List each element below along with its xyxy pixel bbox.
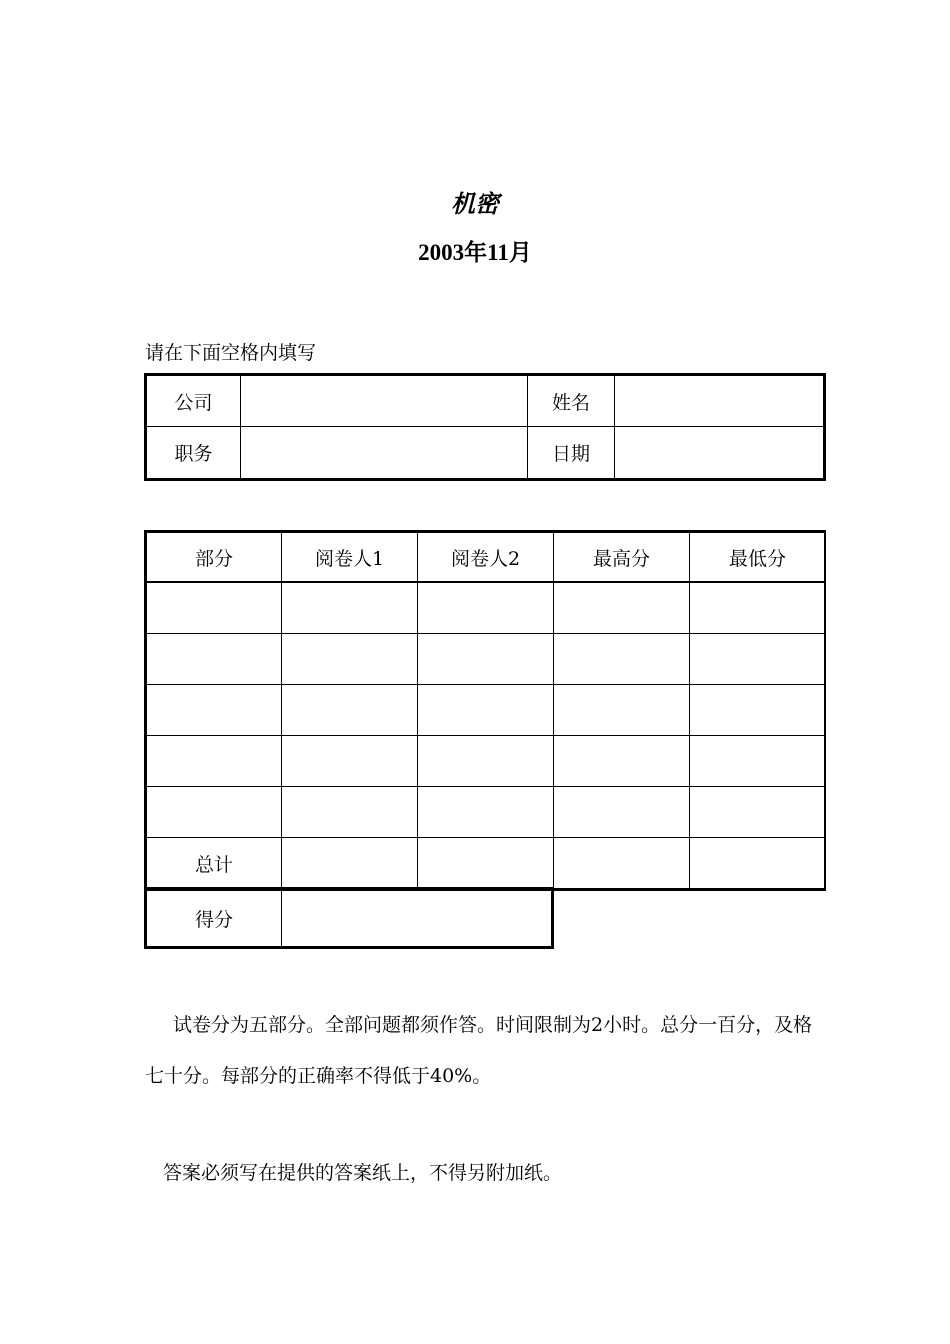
score-cell[interactable]: [554, 787, 690, 838]
table-row: [146, 736, 826, 787]
final-score-row: [146, 889, 552, 947]
total-cell[interactable]: [418, 838, 554, 889]
company-label: 公司: [146, 375, 241, 427]
position-field[interactable]: [241, 427, 528, 479]
score-cell[interactable]: [418, 787, 554, 838]
name-field[interactable]: [615, 375, 824, 427]
score-cell[interactable]: [282, 787, 418, 838]
score-cell[interactable]: [418, 736, 554, 787]
total-cell[interactable]: [690, 838, 826, 889]
total-cell[interactable]: [282, 838, 418, 889]
score-cell[interactable]: [690, 583, 826, 634]
score-cell[interactable]: [418, 685, 554, 736]
score-header-row: [146, 532, 826, 583]
total-cell[interactable]: [554, 838, 690, 889]
table-row: [146, 583, 826, 634]
info-table: [144, 373, 826, 481]
column-header-max-score: 最高分: [554, 532, 690, 583]
score-cell[interactable]: [146, 583, 282, 634]
answer-sheet-paragraph: 答案必须写在提供的答案纸上，不得另附加纸。: [163, 1162, 563, 1184]
score-cell[interactable]: [554, 685, 690, 736]
total-row: [146, 838, 826, 889]
score-cell[interactable]: [282, 736, 418, 787]
table-row: [146, 685, 826, 736]
final-score-label: 得分: [146, 889, 282, 947]
column-header-grader-1: 阅卷人1: [282, 532, 418, 583]
table-row: [146, 634, 826, 685]
date-label: 日期: [528, 427, 615, 479]
score-table: [144, 530, 826, 891]
info-row-1: [146, 375, 824, 427]
score-cell[interactable]: [282, 685, 418, 736]
column-header-section: 部分: [146, 532, 282, 583]
final-score-field[interactable]: [282, 889, 552, 947]
exam-rules-paragraph: 试卷分为五部分。全部问题都须作答。时间限制为2小时。总分一百分，及格七十分。每部分的正确率不得低于40%。: [145, 1014, 813, 1087]
position-label: 职务: [146, 427, 241, 479]
fill-instruction: 请在下面空格内填写: [145, 342, 317, 364]
score-cell[interactable]: [690, 736, 826, 787]
info-row-2: [146, 427, 824, 479]
score-cell[interactable]: [146, 736, 282, 787]
score-cell[interactable]: [146, 634, 282, 685]
score-cell[interactable]: [282, 583, 418, 634]
total-label: 总计: [146, 838, 282, 889]
confidential-title: 机密: [451, 189, 499, 218]
company-field[interactable]: [241, 375, 528, 427]
score-cell[interactable]: [690, 787, 826, 838]
score-cell[interactable]: [418, 583, 554, 634]
score-cell[interactable]: [554, 583, 690, 634]
final-score-table: [144, 887, 554, 949]
score-cell[interactable]: [146, 685, 282, 736]
score-cell[interactable]: [690, 634, 826, 685]
column-header-grader-2: 阅卷人2: [418, 532, 554, 583]
score-cell[interactable]: [554, 634, 690, 685]
score-cell[interactable]: [282, 634, 418, 685]
column-header-min-score: 最低分: [690, 532, 826, 583]
name-label: 姓名: [528, 375, 615, 427]
table-row: [146, 787, 826, 838]
exam-date: 2003年11月: [418, 240, 532, 265]
score-cell[interactable]: [146, 787, 282, 838]
score-cell[interactable]: [554, 736, 690, 787]
score-cell[interactable]: [418, 634, 554, 685]
date-field[interactable]: [615, 427, 824, 479]
score-cell[interactable]: [690, 685, 826, 736]
